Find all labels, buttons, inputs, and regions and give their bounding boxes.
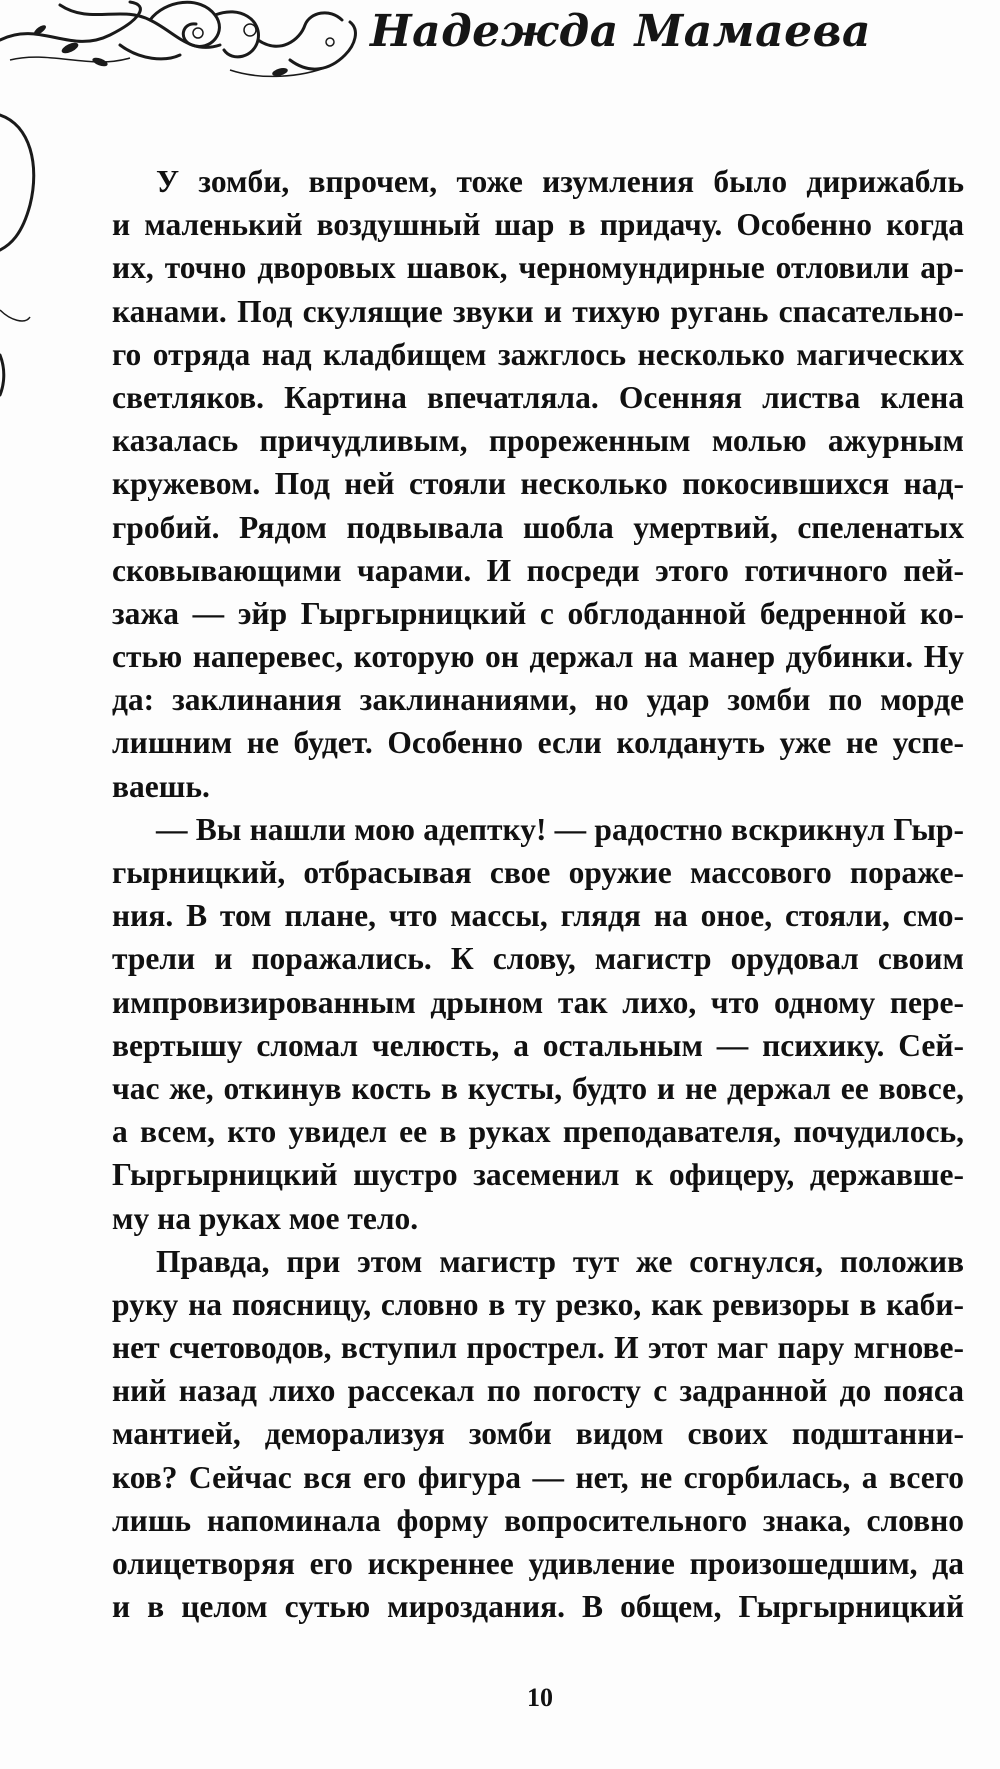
text-line: гробий. Рядом подвывала шобла умертвий, спеленатых: [112, 509, 964, 545]
swirl-ornament-icon: [0, 95, 70, 415]
text-line: ний назад лихо рассекал по погосту с задранной до пояса: [112, 1373, 964, 1409]
text-line: канами. Под скулящие звуки и тихую ругань спасательно-: [112, 293, 964, 329]
text-line: и в целом сутью мироздания. В общем, Гыргырницкий: [112, 1589, 964, 1625]
text-line: стью наперевес, которую он держал на манер дубинки. Ну: [112, 639, 964, 675]
text-line: и маленький воздушный шар в придачу. Особенно когда: [112, 207, 964, 243]
flourish-ornament-icon: [0, 0, 380, 95]
text-line: а всем, кто увидел ее в руках преподавателя, почудилось,: [112, 1114, 964, 1150]
text-line: гырницкий, отбрасывая свое оружие массового пораже-: [112, 855, 964, 890]
text-line: лишь напоминала форму вопросительного знака, словно: [112, 1502, 964, 1538]
text-line: ков? Сейчас вся его фигура — нет, не сгорбилась, а всего: [112, 1459, 964, 1495]
text-line: мантией, деморализуя зомби видом своих подштанни-: [112, 1416, 964, 1452]
text-line: их, точно дворовых шавок, черномундирные отловили ар-: [112, 250, 964, 286]
text-line: У зомби, впрочем, тоже изумления было дирижабль: [156, 164, 964, 199]
text-line: нет счетоводов, вступил прострел. И этот маг пару мгнове-: [112, 1330, 964, 1366]
text-line: кружевом. Под ней стояли несколько покосившихся над-: [112, 466, 964, 502]
page-number: 10: [527, 1683, 553, 1712]
body-text: [112, 160, 964, 1628]
text-line: Правда, при этом магистр тут же согнулся, положив: [156, 1243, 964, 1279]
text-line: да: заклинания заклинаниями, но удар зомби по морде: [112, 682, 964, 718]
text-line: светляков. Картина впечатляла. Осенняя листва клена: [112, 379, 964, 415]
text-line: — Вы нашли мою адептку! — радостно вскрикнул Гыр-: [156, 811, 964, 847]
text-line: лишним не будет. Особенно если колдануть уже не успе-: [112, 725, 964, 761]
text-line: импровизированным дрыном так лихо, что одному пере-: [112, 984, 964, 1020]
text-line: му на руках мое тело.: [112, 1200, 419, 1236]
text-line: Гыргырницкий шустро засеменил к офицеру, державше-: [112, 1157, 964, 1193]
text-line: вертышу сломал челюсть, а остальным — психику. Сей-: [112, 1027, 964, 1063]
text-line: казалась причудливым, прореженным молью ажурным: [112, 423, 964, 459]
text-line: трели и поражались. К слову, магистр орудовал своим: [112, 941, 964, 977]
text-line: сковывающими чарами. И посреди этого готичного пей-: [112, 552, 964, 588]
text-line: зажа — эйр Гыргырницкий с обглоданной бедренной ко-: [112, 595, 964, 631]
text-line: руку на поясницу, словно в ту резко, как ревизоры в каби-: [112, 1286, 964, 1322]
text-line: ваешь.: [112, 768, 210, 804]
text-line: ния. В том плане, что массы, глядя на оное, стояли, смо-: [112, 898, 964, 934]
text-line: олицетворяя его искреннее удивление произошедшим, да: [112, 1546, 964, 1581]
text-line: го отряда над кладбищем зажглось несколько магических: [112, 336, 964, 372]
running-header-author: Надежда Мамаева: [370, 6, 871, 57]
text-line: час же, откинув кость в кусты, будто и не держал ее вовсе,: [112, 1070, 964, 1106]
